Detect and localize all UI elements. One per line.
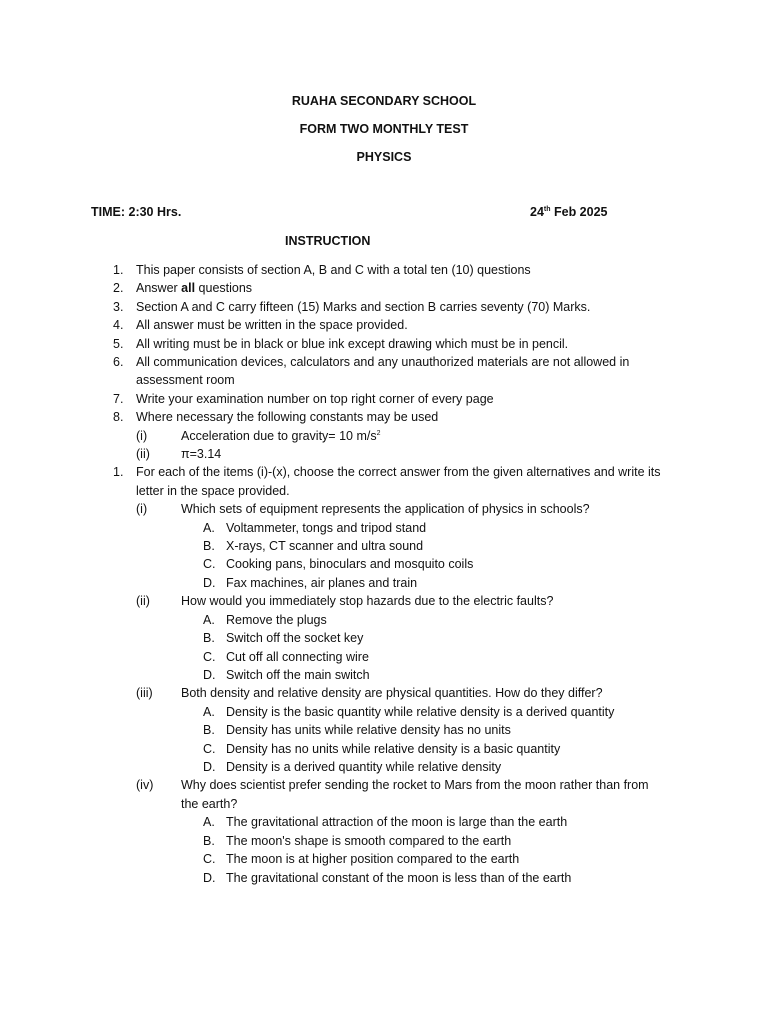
option-letter: A. (203, 521, 215, 535)
time-allowed: TIME: 2:30 Hrs. (91, 205, 182, 219)
option-letter: B. (203, 834, 215, 848)
constant-gravity: Acceleration due to gravity= 10 m/s (181, 429, 377, 443)
option-text: Density has no units while relative density is a basic quantity (226, 742, 561, 756)
date-suffix: th (543, 205, 551, 213)
option-letter: C. (203, 650, 216, 664)
option-text: The gravitational constant of the moon is less than of the earth (226, 871, 572, 885)
option-text: Voltammeter, tongs and tripod stand (226, 521, 427, 535)
option-letter: A. (203, 613, 215, 627)
option-text: The gravitational attraction of the moon is large than the earth (226, 815, 568, 829)
instruction-text: All communication devices, calculators and any unauthorized materials are not allowed in (136, 355, 630, 369)
instruction-number: 7. (113, 392, 124, 406)
option-letter: B. (203, 723, 215, 737)
instruction-text-continued: assessment room (136, 373, 235, 387)
item-question: Both density and relative density are physical quantities. How do they differ? (181, 686, 603, 700)
school-name: RUAHA SECONDARY SCHOOL (291, 94, 477, 108)
constant-text (181, 429, 381, 443)
constant-roman: (i) (136, 429, 148, 443)
instruction-number: 8. (113, 410, 124, 424)
item-question: Why does scientist prefer sending the rocket to Mars from the moon rather than from (181, 778, 649, 792)
option-letter: B. (203, 631, 215, 645)
item-question-continued: the earth? (181, 797, 238, 811)
option-letter: B. (203, 539, 215, 553)
instruction-text: All answer must be written in the space provided. (136, 318, 408, 332)
option-text: Cut off all connecting wire (226, 650, 369, 664)
date-rest: Feb 2025 (550, 205, 608, 219)
constant-exponent: 2 (376, 429, 381, 437)
instruction-text: Where necessary the following constants may be used (136, 410, 439, 424)
option-text: Remove the plugs (226, 613, 327, 627)
question-number: 1. (113, 465, 124, 479)
constant-text: π=3.14 (181, 447, 222, 461)
instruction-text-pre: Answer (136, 281, 182, 295)
item-roman: (i) (136, 502, 148, 516)
option-text: Switch off the socket key (226, 631, 364, 645)
instruction-number: 2. (113, 281, 124, 295)
option-letter: C. (203, 742, 216, 756)
instruction-number: 5. (113, 337, 124, 351)
item-roman: (iii) (136, 686, 153, 700)
instruction-text (136, 281, 252, 295)
instruction-text: Write your examination number on top right corner of every page (136, 392, 494, 406)
test-title: FORM TWO MONTHLY TEST (299, 122, 469, 136)
option-letter: A. (203, 705, 215, 719)
instruction-text: All writing must be in black or blue ink except drawing which must be in pencil. (136, 337, 569, 351)
option-text: Switch off the main switch (226, 668, 370, 682)
option-letter: C. (203, 557, 216, 571)
instruction-text-post: questions (195, 281, 253, 295)
option-text: Density has units while relative density has no units (226, 723, 511, 737)
instruction-number: 4. (113, 318, 124, 332)
option-text: The moon is at higher position compared to the earth (226, 852, 520, 866)
option-letter: D. (203, 871, 216, 885)
instruction-heading: INSTRUCTION (285, 234, 371, 248)
option-text: Cooking pans, binoculars and mosquito coils (226, 557, 474, 571)
date-day: 24 (530, 205, 544, 219)
instruction-number: 6. (113, 355, 124, 369)
question-text: For each of the items (i)-(x), choose the correct answer from the given alternatives and write its (136, 465, 661, 479)
option-letter: D. (203, 668, 216, 682)
item-roman: (ii) (136, 594, 150, 608)
item-roman: (iv) (136, 778, 154, 792)
instruction-text-emphasis: all (181, 281, 196, 295)
option-text: Fax machines, air planes and train (226, 576, 418, 590)
question-text-continued: letter in the space provided. (136, 484, 290, 498)
constant-roman: (ii) (136, 447, 150, 461)
subject-title: PHYSICS (356, 150, 412, 164)
instruction-number: 3. (113, 300, 124, 314)
option-letter: A. (203, 815, 215, 829)
option-text: The moon's shape is smooth compared to the earth (226, 834, 512, 848)
option-letter: C. (203, 852, 216, 866)
instruction-text: Section A and C carry fifteen (15) Marks and section B carries seventy (70) Marks. (136, 300, 591, 314)
option-text: Density is the basic quantity while relative density is a derived quantity (226, 705, 615, 719)
option-letter: D. (203, 760, 216, 774)
option-text: X-rays, CT scanner and ultra sound (226, 539, 424, 553)
option-letter: D. (203, 576, 216, 590)
exam-date (530, 205, 608, 219)
option-text: Density is a derived quantity while relative density (226, 760, 502, 774)
item-question: Which sets of equipment represents the application of physics in schools? (181, 502, 590, 516)
instruction-text: This paper consists of section A, B and C with a total ten (10) questions (136, 263, 531, 277)
item-question: How would you immediately stop hazards due to the electric faults? (181, 594, 554, 608)
instruction-number: 1. (113, 263, 124, 277)
